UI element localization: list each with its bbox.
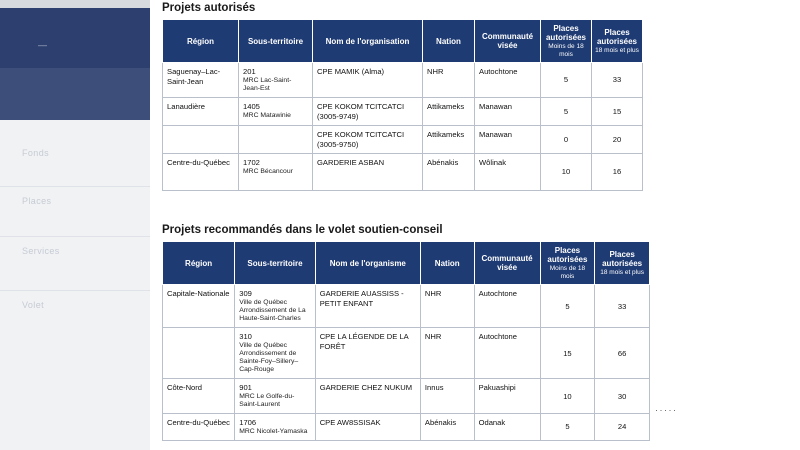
cell-nation: NHR (423, 63, 475, 98)
cell-places-18-plus: 66 (595, 328, 650, 379)
cell-territory (235, 379, 315, 414)
cell-territory (239, 154, 313, 191)
column-header-communaute: Communauté visée (474, 242, 540, 285)
column-header-places-moins-18: Places autorisées Moins de 18 mois (540, 242, 595, 285)
background-watermark-3: Volet (22, 300, 45, 310)
cell-territory-name: MRC Le Golfe-du-Saint-Laurent (239, 392, 295, 409)
cell-organisation: GARDERIE ASBAN (313, 154, 423, 191)
table-recommended-projects (162, 241, 650, 441)
table-row (163, 154, 643, 191)
table-row (163, 379, 650, 414)
background-divider-1 (0, 186, 150, 187)
cell-communaute: Pakuashipi (474, 379, 540, 414)
cell-territory-code: 1702 (243, 158, 260, 168)
cell-territory (239, 63, 313, 98)
table-header-row (163, 20, 643, 63)
cell-territory-name: MRC Nicolet-Yamaska (239, 427, 308, 435)
column-header-organisation: Nom de l'organisation (313, 20, 423, 63)
dotted-leader: ····· (655, 405, 678, 415)
cell-region: Centre-du-Québec (163, 154, 239, 191)
cell-territory-name: Ville de Québec Arrondissement de La Haute-Saint-Charles (239, 298, 306, 323)
cell-communaute: Wôlinak (475, 154, 541, 191)
table-row (163, 328, 650, 379)
cell-places-18-plus: 33 (595, 285, 650, 328)
cell-communaute: Autochtone (475, 63, 541, 98)
cell-places-moins-18: 5 (540, 285, 595, 328)
table-header-row (163, 242, 650, 285)
cell-territory-code: 901 (239, 383, 252, 393)
cell-territory-name: MRC Matawinie (243, 111, 291, 119)
cell-communaute: Autochtone (474, 328, 540, 379)
background-divider-3 (0, 290, 150, 291)
cell-communaute: Odanak (474, 414, 540, 441)
cell-region: Capitale-Nationale (163, 285, 235, 328)
table-title-authorized: Projets autorisés (162, 2, 256, 14)
cell-organisation: CPE MAMIK (Alma) (313, 63, 423, 98)
cell-region: Côte-Nord (163, 379, 235, 414)
background-panel (0, 120, 150, 450)
cell-territory-name: MRC Lac-Saint-Jean-Est (243, 76, 292, 92)
table-row (163, 414, 650, 441)
cell-places-moins-18: 5 (540, 414, 595, 441)
table-authorized-projects (162, 19, 643, 191)
cell-region: Centre-du-Québec (163, 414, 235, 441)
cell-territory-code: 1405 (243, 102, 260, 112)
cell-places-18-plus: 20 (592, 126, 643, 154)
background-banner-top (0, 0, 150, 68)
background-divider-2 (0, 236, 150, 237)
cell-places-18-plus: 30 (595, 379, 650, 414)
cell-territory-name: Ville de Québec Arrondissement de Sainte-Foy–Sillery–Cap-Rouge (239, 341, 299, 374)
cell-territory (235, 328, 315, 379)
cell-territory-code: 1706 (239, 418, 257, 428)
column-header-places-moins-18: Places autorisées Moins de 18 mois (541, 20, 592, 63)
cell-communaute: Manawan (475, 126, 541, 154)
table-row (163, 63, 643, 98)
cell-places-moins-18: 0 (541, 126, 592, 154)
cell-region (163, 126, 239, 154)
table-title-recommended: Projets recommandés dans le volet soutien-conseil (162, 224, 443, 236)
background-strip (0, 0, 150, 8)
cell-territory-code: 201 (243, 67, 256, 77)
cell-places-18-plus: 15 (592, 98, 643, 126)
table-row (163, 126, 643, 154)
column-header-nation: Nation (420, 242, 474, 285)
cell-territory-name: MRC Bécancour (243, 167, 293, 175)
cell-places-moins-18: 5 (541, 63, 592, 98)
cell-organisation: CPE LA LÉGENDE DE LA FORÊT (315, 328, 420, 379)
table-block-authorized-projects (152, 0, 642, 196)
cell-territory-code: 309 (239, 289, 252, 299)
cell-places-18-plus: 24 (595, 414, 650, 441)
cell-places-moins-18: 10 (540, 379, 595, 414)
cell-nation: NHR (420, 285, 474, 328)
cell-territory (235, 414, 315, 441)
cell-territory-code: 310 (239, 332, 252, 342)
column-header-sous-territoire: Sous-territoire (239, 20, 313, 63)
cell-nation: Abénakis (420, 414, 474, 441)
cell-organisation: GARDERIE CHEZ NUKUM (315, 379, 420, 414)
cell-organisation: CPE AW8SSISAK (315, 414, 420, 441)
cell-nation: NHR (420, 328, 474, 379)
background-banner-label: — (38, 40, 48, 50)
column-header-organisme: Nom de l'organisme (315, 242, 420, 285)
column-header-sous-territoire: Sous-territoire (235, 242, 315, 285)
cell-nation: Innus (420, 379, 474, 414)
table-block-recommended-projects (152, 222, 652, 450)
cell-nation: Attikameks (423, 98, 475, 126)
cell-communaute: Manawan (475, 98, 541, 126)
column-header-places-18-plus: Places autorisées 18 mois et plus (592, 20, 643, 63)
cell-organisation: GARDERIE AUASSISS - PETIT ENFANT (315, 285, 420, 328)
cell-organisation: CPE KOKOM TCITCATCI (3005-9750) (313, 126, 423, 154)
cell-places-moins-18: 10 (541, 154, 592, 191)
column-header-communaute: Communauté visée (475, 20, 541, 63)
cell-nation: Abénakis (423, 154, 475, 191)
background-watermark-0: Fonds (22, 148, 50, 158)
cell-places-moins-18: 15 (540, 328, 595, 379)
column-header-nation: Nation (423, 20, 475, 63)
cell-communaute: Autochtone (474, 285, 540, 328)
background-right-area (640, 0, 800, 218)
cell-territory (235, 285, 315, 328)
table-row (163, 98, 643, 126)
cell-region: Lanaudière (163, 98, 239, 126)
cell-places-18-plus: 16 (592, 154, 643, 191)
cell-territory (239, 126, 313, 154)
column-header-places-18-plus: Places autorisées 18 mois et plus (595, 242, 650, 285)
column-header-region: Région (163, 242, 235, 285)
cell-region (163, 328, 235, 379)
cell-nation: Attikameks (423, 126, 475, 154)
background-banner-second (0, 68, 150, 120)
cell-region: Saguenay–Lac-Saint-Jean (163, 63, 239, 98)
cell-territory (239, 98, 313, 126)
background-watermark-1: Places (22, 196, 52, 206)
cell-places-18-plus: 33 (592, 63, 643, 98)
cell-organisation: CPE KOKOM TCITCATCI (3005-9749) (313, 98, 423, 126)
table-row (163, 285, 650, 328)
background-watermark-2: Services (22, 246, 60, 256)
column-header-region: Région (163, 20, 239, 63)
cell-places-moins-18: 5 (541, 98, 592, 126)
